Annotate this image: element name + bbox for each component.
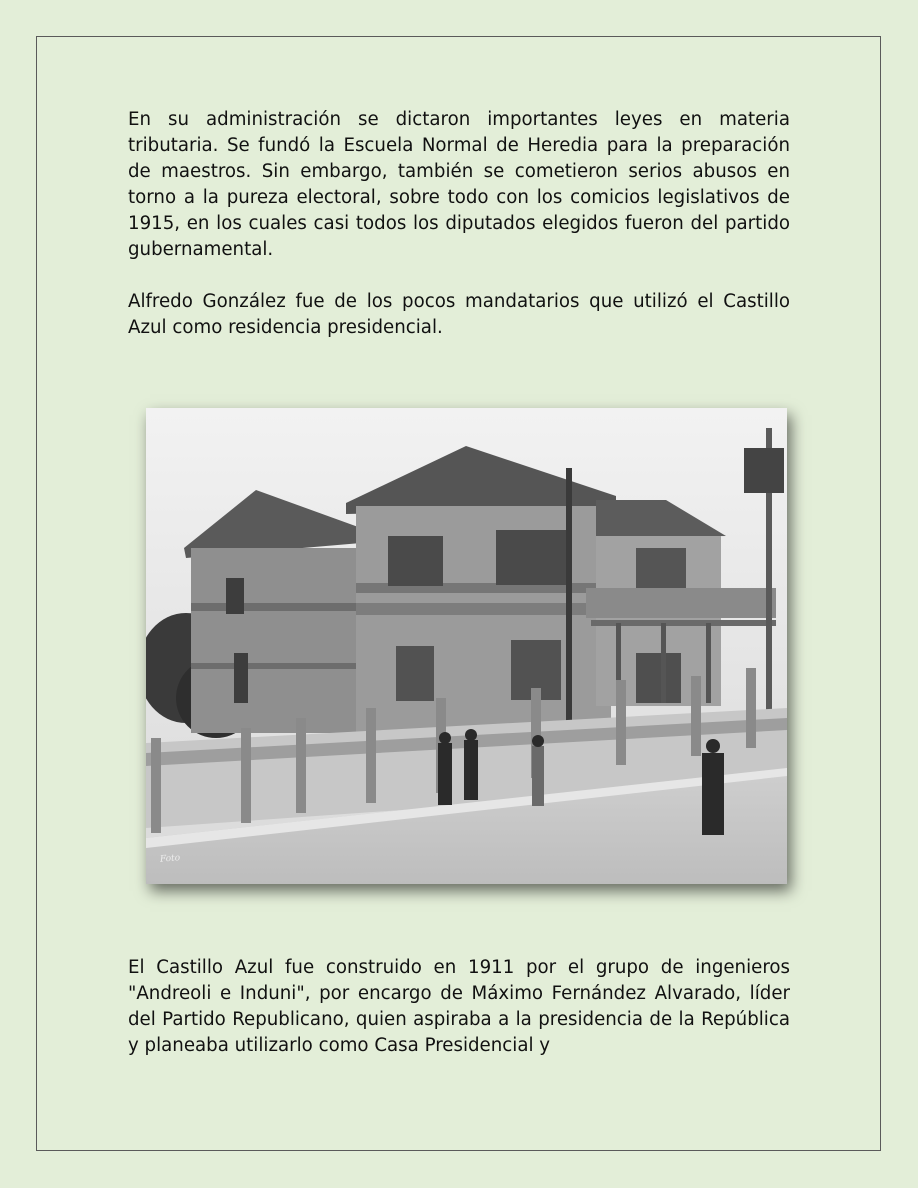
castillo-azul-photo — [146, 408, 787, 884]
photo-signature: Foto — [159, 853, 181, 865]
paragraph-residence: Alfredo González fue de los pocos mandatarios que utilizó el Castillo Azul como residencia presidencial. — [128, 291, 790, 338]
castillo-azul-illustration — [146, 408, 787, 884]
paragraph-administration: En su administración se dictaron importantes leyes en materia tributaria. Se fundó la Escuela Normal de Heredia para la preparación de maestros. Sin embargo, también se cometieron serios abusos en torno a la pureza electoral, sobre todo con los comicios legislativos de 1915, en los cuales casi todos los diputados elegidos fueron del partido gubernamental. — [128, 109, 790, 260]
paragraph-history: El Castillo Azul fue construido en 1911 por el grupo de ingenieros "Andreoli e Induni", por encargo de Máximo Fernández Alvarado, líder del Partido Republicano, quien aspiraba a la presidencia de la República y planeaba utilizarlo como Casa Presidencial y — [128, 957, 790, 1056]
